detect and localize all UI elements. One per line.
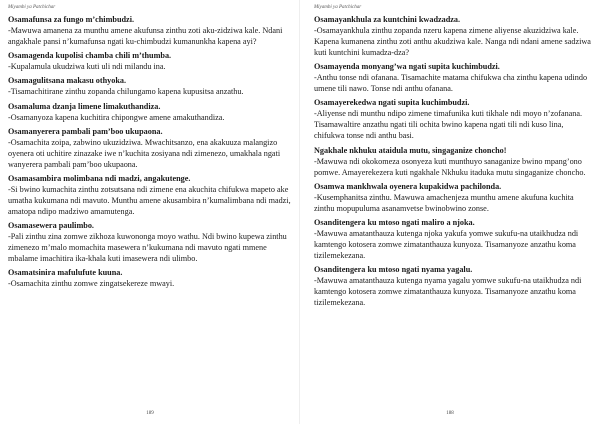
- proverb-title: Osanditengera ku mtoso ngati maliro a njoka.: [314, 217, 475, 227]
- running-head: Miyambi ya Patchichar: [8, 5, 56, 10]
- page-number: 189: [146, 411, 154, 416]
- proverb-title: Osamanyerera pambali pam’boo ukupaona.: [8, 126, 163, 136]
- proverb-entry: [314, 264, 594, 308]
- proverb-title: Osamayenda monyang’wa ngati supita kuchimbudzi.: [314, 62, 500, 72]
- proverb-explanation: -Mawuwa amanena za munthu amene akufunsa zinthu zoti aku-zidziwa kale. Ndani angakhale pansi n’kumafunsa ngati ku-chimbudzi kumanunkha kapena ayi?: [8, 26, 283, 46]
- proverb-explanation: -Anthu tonse ndi ofanana. Tisamachite matama chifukwa cha zinthu kapena udindo umene tili nawo. Tonse ndi anthu ofanana.: [314, 73, 588, 94]
- entry-list: [8, 14, 292, 289]
- proverb-entry: [8, 75, 292, 97]
- proverb-title: Osamatsinira mafulufute kuuna.: [8, 268, 123, 278]
- proverb-title: Osamagulitsana makasu othyoka.: [8, 76, 127, 86]
- proverb-title: Osamayerekedwa ngati supita kuchimbudzi.: [314, 98, 470, 108]
- proverb-explanation: -Kupalamula ukudziwa kuti uli ndi milandu ina.: [8, 62, 166, 72]
- proverb-explanation: -Osamachita zoipa, zabwino ukuzidziwa. Mwachitsanzo, ena akakuuza malangizo oyenera oti uchitire zinazake iwe n’kuchita zosiyana ndi zimenezo, umakhala ngati wanyerera pambali pam’boo ukupaona.: [8, 137, 281, 169]
- proverb-explanation: -Pali zinthu zina zomwe zikhoza kuwononga moyo wathu. Ndi bwino kupewa zinthu zimenezo m’malo momachita masewera n’kukumana ndi mavuto ngati mmene mbalame imachitira ika-khala kuti imasewera ndi ulimbo.: [8, 232, 287, 264]
- proverb-explanation: -Osamanyoza kapena kuchitira chipongwe amene amakuthandiza.: [8, 112, 225, 122]
- proverb-title: Osamwa mankhwala oyenera kupakidwa pachilonda.: [314, 181, 502, 191]
- proverb-title: Osamagenda kupolisi chamba chili m’thumba.: [8, 51, 172, 61]
- proverb-explanation: -Osamayankhula zinthu zopanda nzeru kapena zimene aliyense akuzidziwa kale. Kapena kumanena zinthu zoti anthu akudziwa kale. Nanga ndi ndani amene sadziwa kuti kuntchini kumadza-dza?: [314, 26, 591, 57]
- proverb-entry: [8, 267, 292, 289]
- proverb-explanation: -Tisamachitirane zinthu zopanda chilungamo kapena kupusitsa anzathu.: [8, 87, 244, 97]
- proverb-entry: [314, 145, 594, 178]
- proverb-entry: [314, 14, 594, 58]
- proverb-entry: [314, 61, 594, 94]
- proverb-explanation: -Si bwino kumachita zinthu zotsutsana ndi zimene ena akuchita chifukwa mapeto ake umatha kukumana ndi mavuto. Munthu amene akusambira n’kumalimbana ndi madzi, amatopa ndipo madziwo amamutenga.: [8, 184, 291, 216]
- proverb-entry: [8, 14, 292, 47]
- proverb-entry: [8, 101, 292, 123]
- proverb-entry: [8, 173, 292, 217]
- proverb-title: Osamaluma dzanja limene limakuthandiza.: [8, 101, 161, 111]
- proverb-entry: [8, 126, 292, 170]
- proverb-entry: [314, 217, 594, 261]
- proverb-entry: [314, 97, 594, 141]
- proverb-title: Osanditengera ku mtoso ngati nyama yagalu.: [314, 265, 473, 275]
- running-head: Miyambi ya Patchichar: [314, 5, 362, 10]
- proverb-explanation: -Aliyense ndi munthu ndipo zimene timafunika kuti tikhale ndi moyo n’zofanana. Tisamawaltire anzathu ngati tili ochita bwino kapena ngati tili ndi kuso lina, chifukwa tonse ndi anthu basi.: [314, 109, 583, 141]
- proverb-entry: [314, 181, 594, 214]
- proverb-title: Osamayankhula za kuntchini kwadzadza.: [314, 15, 461, 24]
- proverb-explanation: -Kusemphanitsa zinthu. Mawuwa amachenjeza munthu amene akufuna kuchita zinthu mopupuluma asanamvetse bwinobwino zonse.: [314, 192, 574, 213]
- proverb-explanation: -Osamachita zinthu zomwe zingatsekereze mwayi.: [8, 279, 175, 289]
- proverb-entry: [8, 220, 292, 264]
- proverb-explanation: -Mawuwa ndi okokomeza osonyeza kuti munthuyo sanaganize bwino mpang’ono pomwe. Amayerekezera kuti ngakhale Nkhuku itaduka mutu singaganize choncho.: [314, 156, 586, 177]
- entry-list: [314, 14, 594, 308]
- page-number: 188: [446, 411, 454, 416]
- proverb-title: Osamasambira molimbana ndi madzi, angakutenge.: [8, 173, 191, 183]
- proverb-title: Ngakhale nkhuku ataidula mutu, singaganize choncho!: [314, 145, 507, 155]
- proverb-entry: [8, 50, 292, 72]
- right-page: [300, 0, 600, 424]
- proverb-explanation: -Mawuwa amatanthauza kutenga nyama yagalu yomwe sukufu-na utaikhudza ndi kamtengo kotosera zomwe zimatanthauza kunyoza. Tisamanyoze anzathu koma tizilemekezana.: [314, 276, 582, 308]
- proverb-title: Osamafunsa za fungo m’chimbudzi.: [8, 15, 135, 24]
- proverb-title: Osamasewera paulimbo.: [8, 221, 94, 231]
- proverb-explanation: -Mawuwa amatanthauza kutenga njoka yakufa yomwe sukufu-na utaikhudza ndi kamtengo kotosera zomwe zimatanthauza kunyoza. Tisamanyoze anzathu koma tizilemekezana.: [314, 228, 579, 260]
